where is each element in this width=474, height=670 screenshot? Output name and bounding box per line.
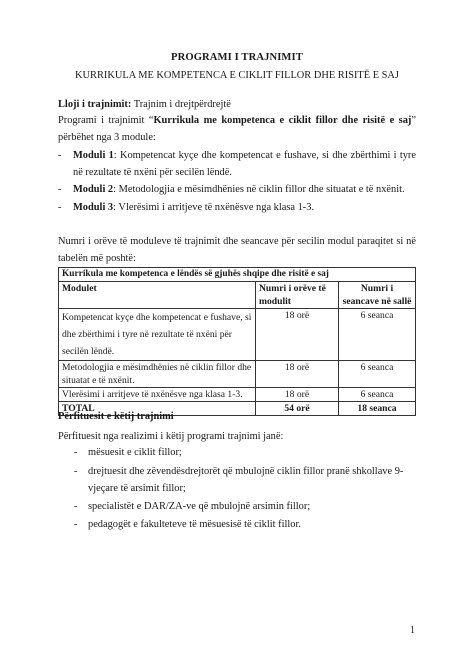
beneficiary-dash: - bbox=[74, 519, 78, 530]
module-3-name: Moduli 3 bbox=[73, 202, 114, 213]
module-1-item bbox=[73, 147, 416, 181]
table-cell-hours: 18 orë bbox=[256, 361, 339, 388]
modules-table bbox=[58, 267, 416, 416]
training-type-line bbox=[58, 98, 231, 111]
table-total-sessions: 18 seanca bbox=[339, 402, 416, 416]
table-cell-sessions: 6 seanca bbox=[339, 309, 416, 361]
beneficiary-dash: - bbox=[74, 447, 78, 458]
training-type-value: Trajnim i drejtpërdrejtë bbox=[133, 99, 231, 110]
table-cell-hours: 18 orë bbox=[256, 388, 339, 402]
module-2-item bbox=[73, 181, 416, 198]
table-row bbox=[59, 309, 416, 361]
table-cell-module: Vlerësimi i arritjeve të nxënësve nga klasa 1-3. bbox=[59, 388, 256, 402]
table-row bbox=[59, 388, 416, 402]
module-1-name: Moduli 1 bbox=[73, 150, 114, 161]
beneficiaries-heading: Përfituesit e këtij trajnimi bbox=[58, 411, 174, 422]
table-header-row bbox=[59, 282, 416, 309]
module-2-name: Moduli 2 bbox=[73, 184, 114, 195]
table-header-modules: Modulet bbox=[59, 282, 256, 309]
table-caption-row bbox=[59, 268, 416, 282]
table-caption: Kurrikula me kompetenca e lëndës së gjuhës shqipe dhe risitë e saj bbox=[59, 268, 416, 282]
table-row bbox=[59, 361, 416, 388]
table-header-hours: Numri i orëve të modulit bbox=[256, 282, 339, 309]
intro-program-name: Kurrikula me kompetenca e ciklit fillor dhe risitë e saj bbox=[153, 115, 412, 126]
beneficiary-item: mësuesit e ciklit fillor; bbox=[88, 447, 182, 458]
module-2-dash: - bbox=[58, 184, 62, 195]
training-type-label: Lloji i trajnimit: bbox=[58, 99, 132, 110]
page-title: PROGRAMI I TRAJNIMIT bbox=[171, 52, 303, 63]
table-intro-paragraph: Numri i orëve të moduleve të trajnimit dhe seancave për secilin modul paraqitet si në tabelën më poshtë: bbox=[58, 236, 416, 264]
beneficiaries-intro: Përfituesit nga realizimi i këtij programi trajnimi janë: bbox=[58, 431, 284, 442]
beneficiary-item: specialistët e DAR/ZA-ve që mbulojnë arsimin fillor; bbox=[88, 501, 311, 512]
module-1-dash: - bbox=[58, 150, 62, 161]
beneficiary-dash: - bbox=[74, 501, 78, 512]
intro-post: ” përbëhet nga 3 module: bbox=[58, 115, 417, 143]
beneficiary-item: drejtuesit dhe zëvendësdrejtorët që mbulojnë ciklin fillor pranë shkollave 9-vjeçare të arsimit fillor; bbox=[88, 466, 404, 494]
table-header-sessions: Numri i seancave në sallë bbox=[339, 282, 416, 309]
module-3-text: : Vlerësimi i arritjeve të nxënësve nga klasa 1-3. bbox=[113, 202, 315, 213]
intro-pre: Programi i trajnimit “ bbox=[58, 115, 154, 126]
table-cell-sessions: 6 seanca bbox=[339, 388, 416, 402]
module-2-text: : Metodologjia e mësimdhënies në ciklin fillor dhe situatat e të nxënit. bbox=[113, 184, 405, 195]
table-cell-module: Metodologjia e mësimdhënies në ciklin fillor dhe situatat e të nxënit. bbox=[59, 361, 256, 388]
table-total-hours: 54 orë bbox=[256, 402, 339, 416]
intro-paragraph bbox=[58, 112, 416, 146]
module-3-dash: - bbox=[58, 202, 62, 213]
page-subtitle: KURRIKULA ME KOMPETENCA E CIKLIT FILLOR DHE RISITË E SAJ bbox=[75, 70, 399, 81]
table-cell-hours: 18 orë bbox=[256, 309, 339, 361]
beneficiary-dash: - bbox=[74, 466, 78, 477]
beneficiary-item: pedagogët e fakulteteve të mësuesisë të ciklit fillor. bbox=[88, 519, 301, 530]
table-cell-sessions: 6 seanca bbox=[339, 361, 416, 388]
module-1-text: : Kompetencat kyçe dhe kompetencat e fushave, si dhe zbërthimi i tyre në rezultate të nxëni për secilën lëndë. bbox=[73, 150, 416, 178]
table-cell-module: Kompetencat kyçe dhe kompetencat e fushave, si dhe zbërthimi i tyre në rezultate të nxëni për secilën lëndë. bbox=[59, 309, 256, 361]
table-total-label: TOTAL bbox=[59, 402, 256, 416]
page-number: 1 bbox=[410, 625, 415, 636]
module-3-item bbox=[73, 199, 416, 216]
